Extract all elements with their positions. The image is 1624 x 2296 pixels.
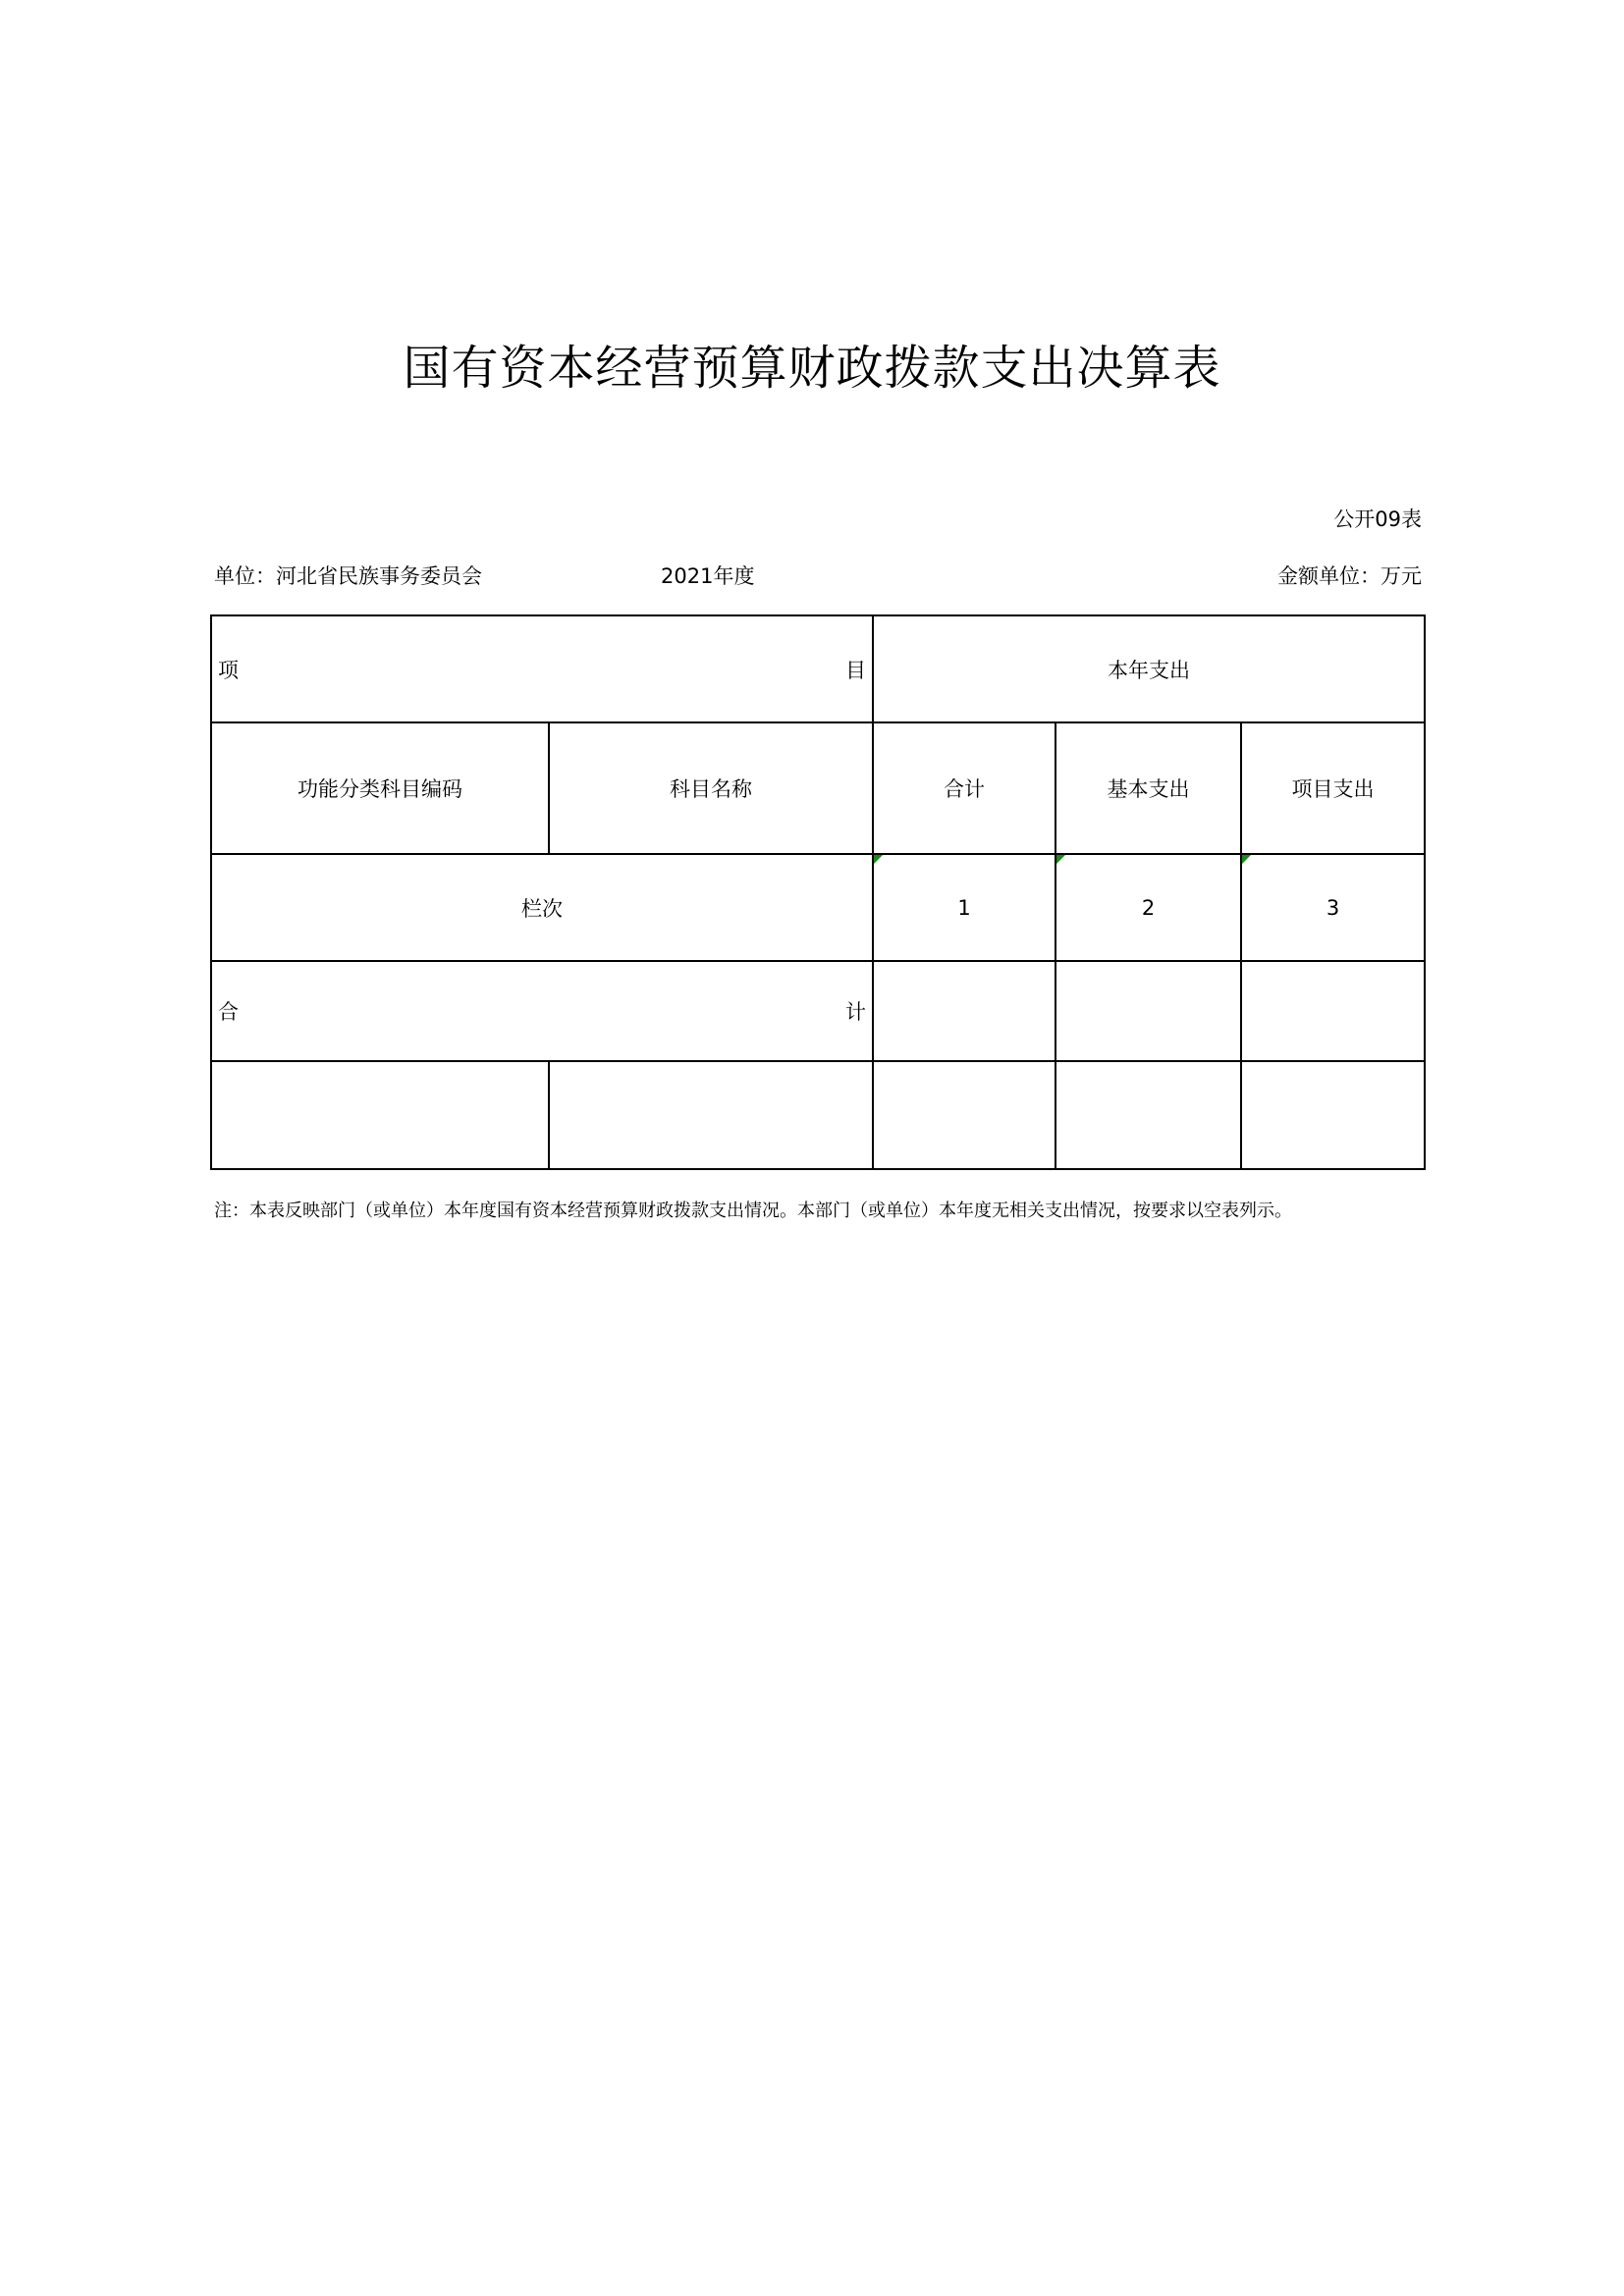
total-header: 合计 (873, 722, 1056, 854)
page-title: 国有资本经营预算财政拨款支出决算表 (403, 341, 1221, 396)
empty-total-cell (873, 1061, 1056, 1169)
form-number: 公开09表 (1333, 507, 1422, 531)
total-row (211, 961, 1425, 1061)
header-row-1 (211, 615, 1425, 722)
total-label-right: 计 (845, 1000, 866, 1024)
empty-project-cell (1241, 1061, 1425, 1169)
item-header-right: 目 (845, 658, 866, 682)
reporting-unit: 单位：河北省民族事务委员会 (214, 564, 482, 588)
column-number-1: 1 (873, 854, 1056, 961)
basic-value-cell (1056, 961, 1241, 1061)
empty-name-cell (549, 1061, 873, 1169)
current-year-header: 本年支出 (873, 615, 1425, 722)
column-number-3: 3 (1241, 854, 1425, 961)
total-value-cell (873, 961, 1056, 1061)
total-label-cell (211, 961, 873, 1061)
empty-code-cell (211, 1061, 549, 1169)
budget-table (210, 614, 1426, 1170)
column-label: 栏次 (211, 854, 873, 961)
currency-unit: 金额单位：万元 (1277, 564, 1422, 588)
name-header: 科目名称 (549, 722, 873, 854)
code-header: 功能分类科目编码 (211, 722, 549, 854)
project-header: 项目支出 (1241, 722, 1425, 854)
empty-basic-cell (1056, 1061, 1241, 1169)
basic-header: 基本支出 (1056, 722, 1241, 854)
table-note: 注：本表反映部门（或单位）本年度国有资本经营预算财政拨款支出情况。本部门（或单位）本年度无相关支出情况，按要求以空表列示。 (214, 1201, 1292, 1221)
total-label-left: 合 (218, 1000, 239, 1024)
column-number-row (211, 854, 1425, 961)
empty-data-row (211, 1061, 1425, 1169)
fiscal-year: 2021年度 (661, 564, 755, 588)
item-header-left: 项 (218, 658, 239, 682)
item-header-cell (211, 615, 873, 722)
project-value-cell (1241, 961, 1425, 1061)
header-row-2 (211, 722, 1425, 854)
column-number-2: 2 (1056, 854, 1241, 961)
